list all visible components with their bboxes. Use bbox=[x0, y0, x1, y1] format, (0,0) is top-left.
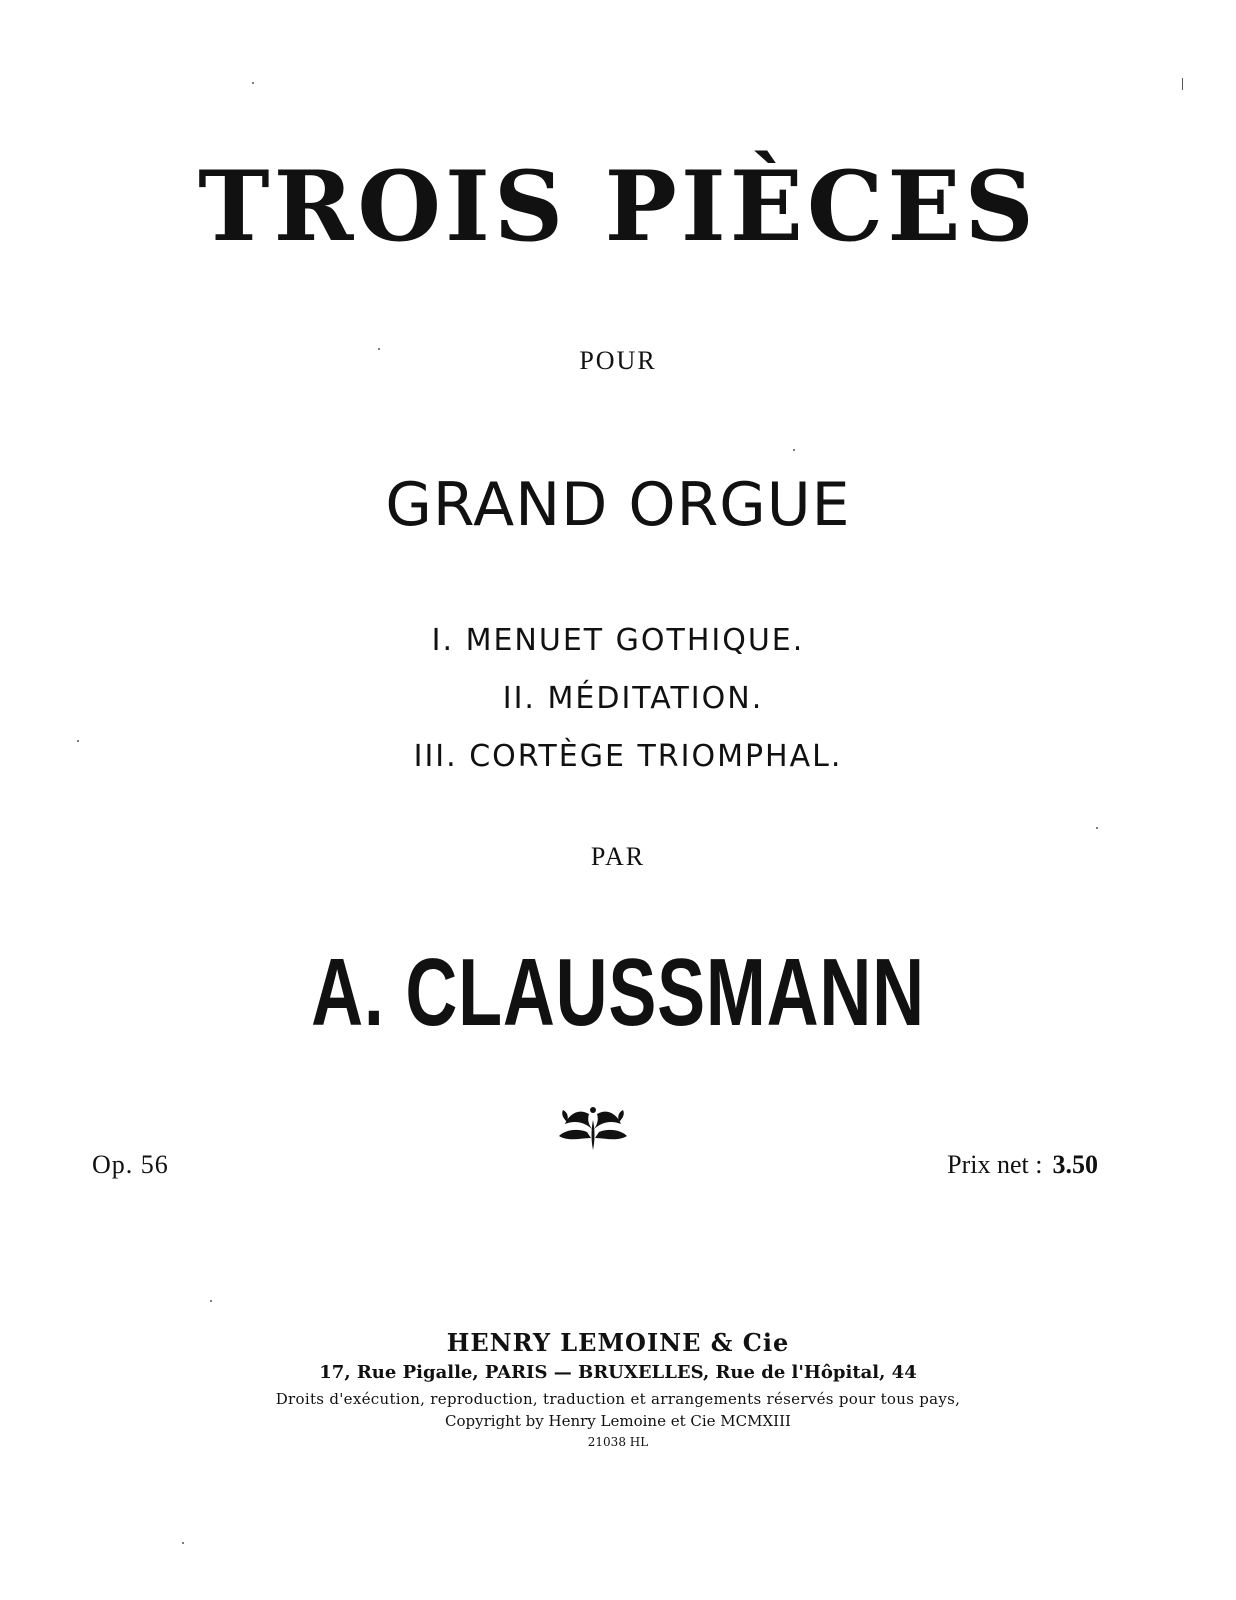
pour-label: POUR bbox=[579, 346, 657, 375]
scan-speck bbox=[1182, 78, 1183, 90]
movement-list bbox=[0, 612, 1236, 786]
price-label: Prix net : bbox=[947, 1150, 1043, 1179]
movement-item: I. MENUET GOTHIQUE. bbox=[431, 623, 805, 658]
par-label: PAR bbox=[590, 842, 646, 871]
scan-speck bbox=[77, 740, 79, 742]
page-title: TROIS PIÈCES bbox=[198, 150, 1038, 263]
composer-name: A. CLAUSSMANN bbox=[311, 939, 925, 1046]
scan-speck bbox=[210, 1300, 212, 1302]
scan-speck bbox=[182, 1542, 184, 1544]
copyright-notice: Copyright by Henry Lemoine et Cie MCMXIII bbox=[445, 1412, 791, 1430]
plate-number: 21038 HL bbox=[587, 1435, 649, 1449]
publisher-address: 17, Rue Pigalle, PARIS — BRUXELLES, Rue de l'Hôpital, 44 bbox=[319, 1362, 917, 1383]
movement-item: III. CORTÈGE TRIOMPHAL. bbox=[413, 739, 843, 774]
scan-speck bbox=[378, 348, 380, 350]
scan-speck bbox=[252, 82, 254, 84]
price-line bbox=[947, 1150, 1098, 1180]
movement-item: II. MÉDITATION. bbox=[502, 681, 764, 716]
publisher-name: HENRY LEMOINE & Cie bbox=[446, 1328, 790, 1357]
instrument-title: GRAND ORGUE bbox=[385, 470, 851, 540]
rights-notice: Droits d'exécution, reproduction, traduction et arrangements réservés pour tous pays, bbox=[275, 1390, 961, 1408]
scan-speck bbox=[1096, 827, 1098, 829]
leaf-ornament-icon bbox=[555, 1100, 631, 1154]
price-value: 3.50 bbox=[1052, 1150, 1098, 1179]
opus-number: Op. 56 bbox=[92, 1150, 169, 1179]
scan-speck bbox=[793, 449, 795, 451]
